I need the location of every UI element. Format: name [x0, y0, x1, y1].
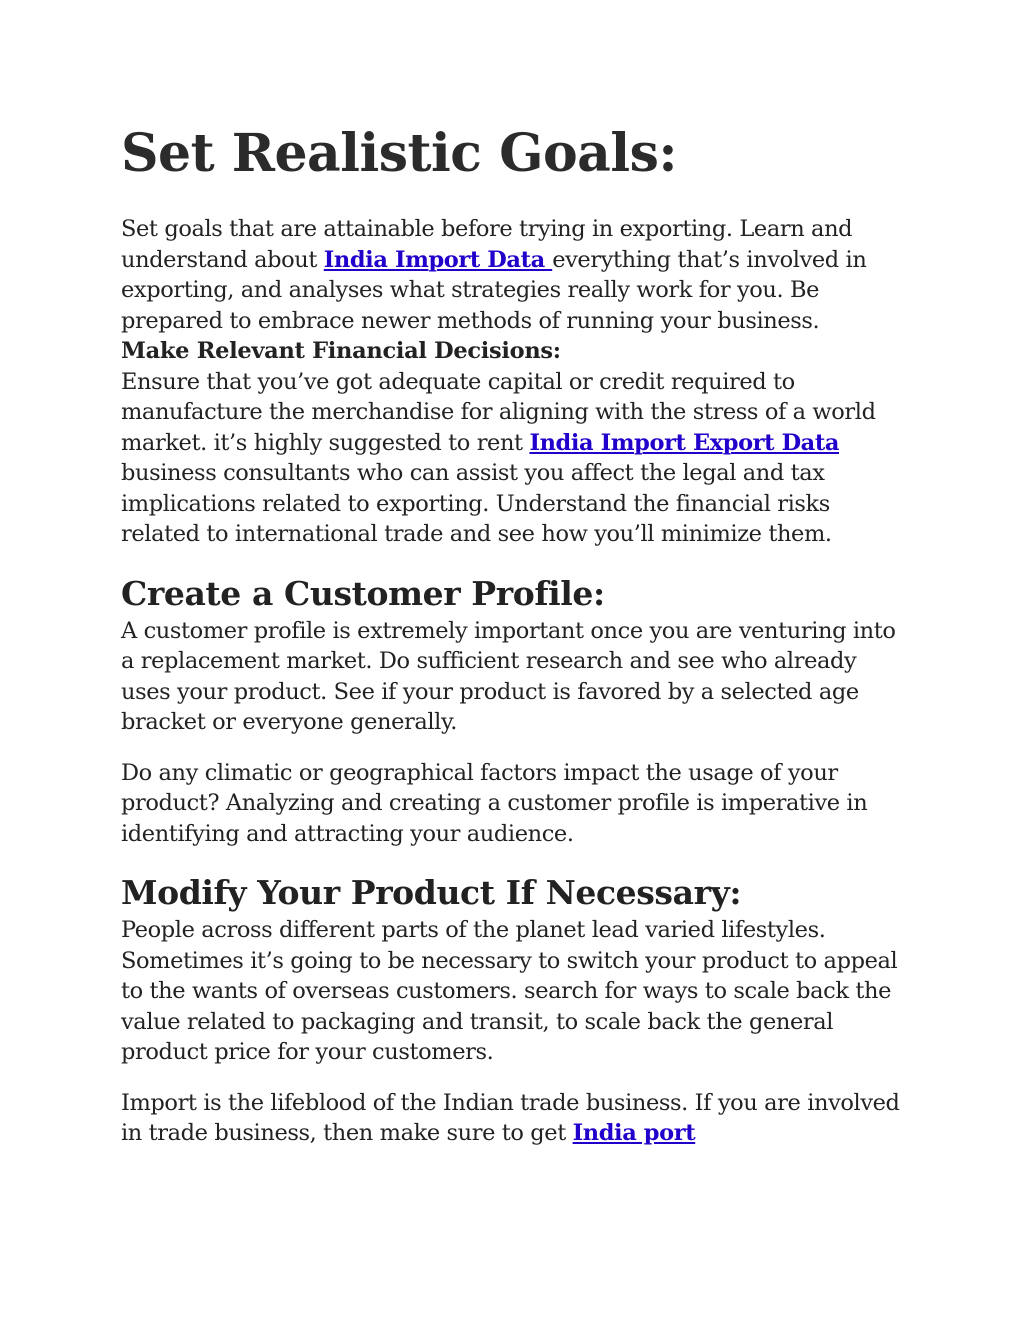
heading-set-realistic-goals: Set Realistic Goals:: [121, 123, 678, 184]
subheading-financial-decisions: Make Relevant Financial Decisions:: [121, 338, 561, 364]
paragraph-financial: [121, 367, 911, 550]
paragraph-text: Import is the lifeblood of the Indian trade business. If you are involved in trade business, then make sure to get: [121, 1089, 900, 1146]
paragraph-text: Set goals that are attainable before trying in exporting. Learn and understand about: [121, 216, 853, 273]
paragraph-goals: [121, 214, 911, 336]
paragraph-text: everything that’s involved in exporting, and analyses what strategies really work for you. Be prepared to embrace newer methods of running your business.: [121, 246, 867, 334]
paragraph-modify-2: [121, 1088, 911, 1149]
paragraph-customer-1: A customer profile is extremely important once you are venturing into a replacement market. Do sufficient research and see who already uses your product. See if your product is favored by a selected age bracket or everyone generally.: [121, 617, 896, 735]
link-india-import-data[interactable]: India Import Data: [323, 246, 553, 273]
paragraph-customer-2: Do any climatic or geographical factors impact the usage of your product? Analyzing and creating a customer profile is imperative in identifying and attracting your audience.: [121, 759, 868, 847]
heading-customer-profile: Create a Customer Profile:: [121, 573, 605, 613]
link-india-port[interactable]: India port: [572, 1120, 696, 1146]
paragraph-modify-1: People across different parts of the planet lead varied lifestyles. Sometimes it’s going to be necessary to switch your product to appeal to the wants of overseas customers. search for ways to scale back the value related to packaging and transit, to scale back the general product price for your customers.: [121, 917, 898, 1065]
document-page: [121, 118, 911, 1149]
paragraph-text: Ensure that you’ve got adequate capital or credit required to manufacture the merchandise for aligning with the stress of a world market. it’s highly suggested to rent: [121, 368, 876, 456]
link-india-import-export-data[interactable]: India Import Export Data: [529, 429, 840, 456]
heading-modify-product: Modify Your Product If Necessary:: [121, 873, 742, 912]
paragraph-text: business consultants who can assist you affect the legal and tax implications related to exporting. Understand the financial risks related to international trade and see how you’ll minimize them.: [121, 460, 832, 547]
